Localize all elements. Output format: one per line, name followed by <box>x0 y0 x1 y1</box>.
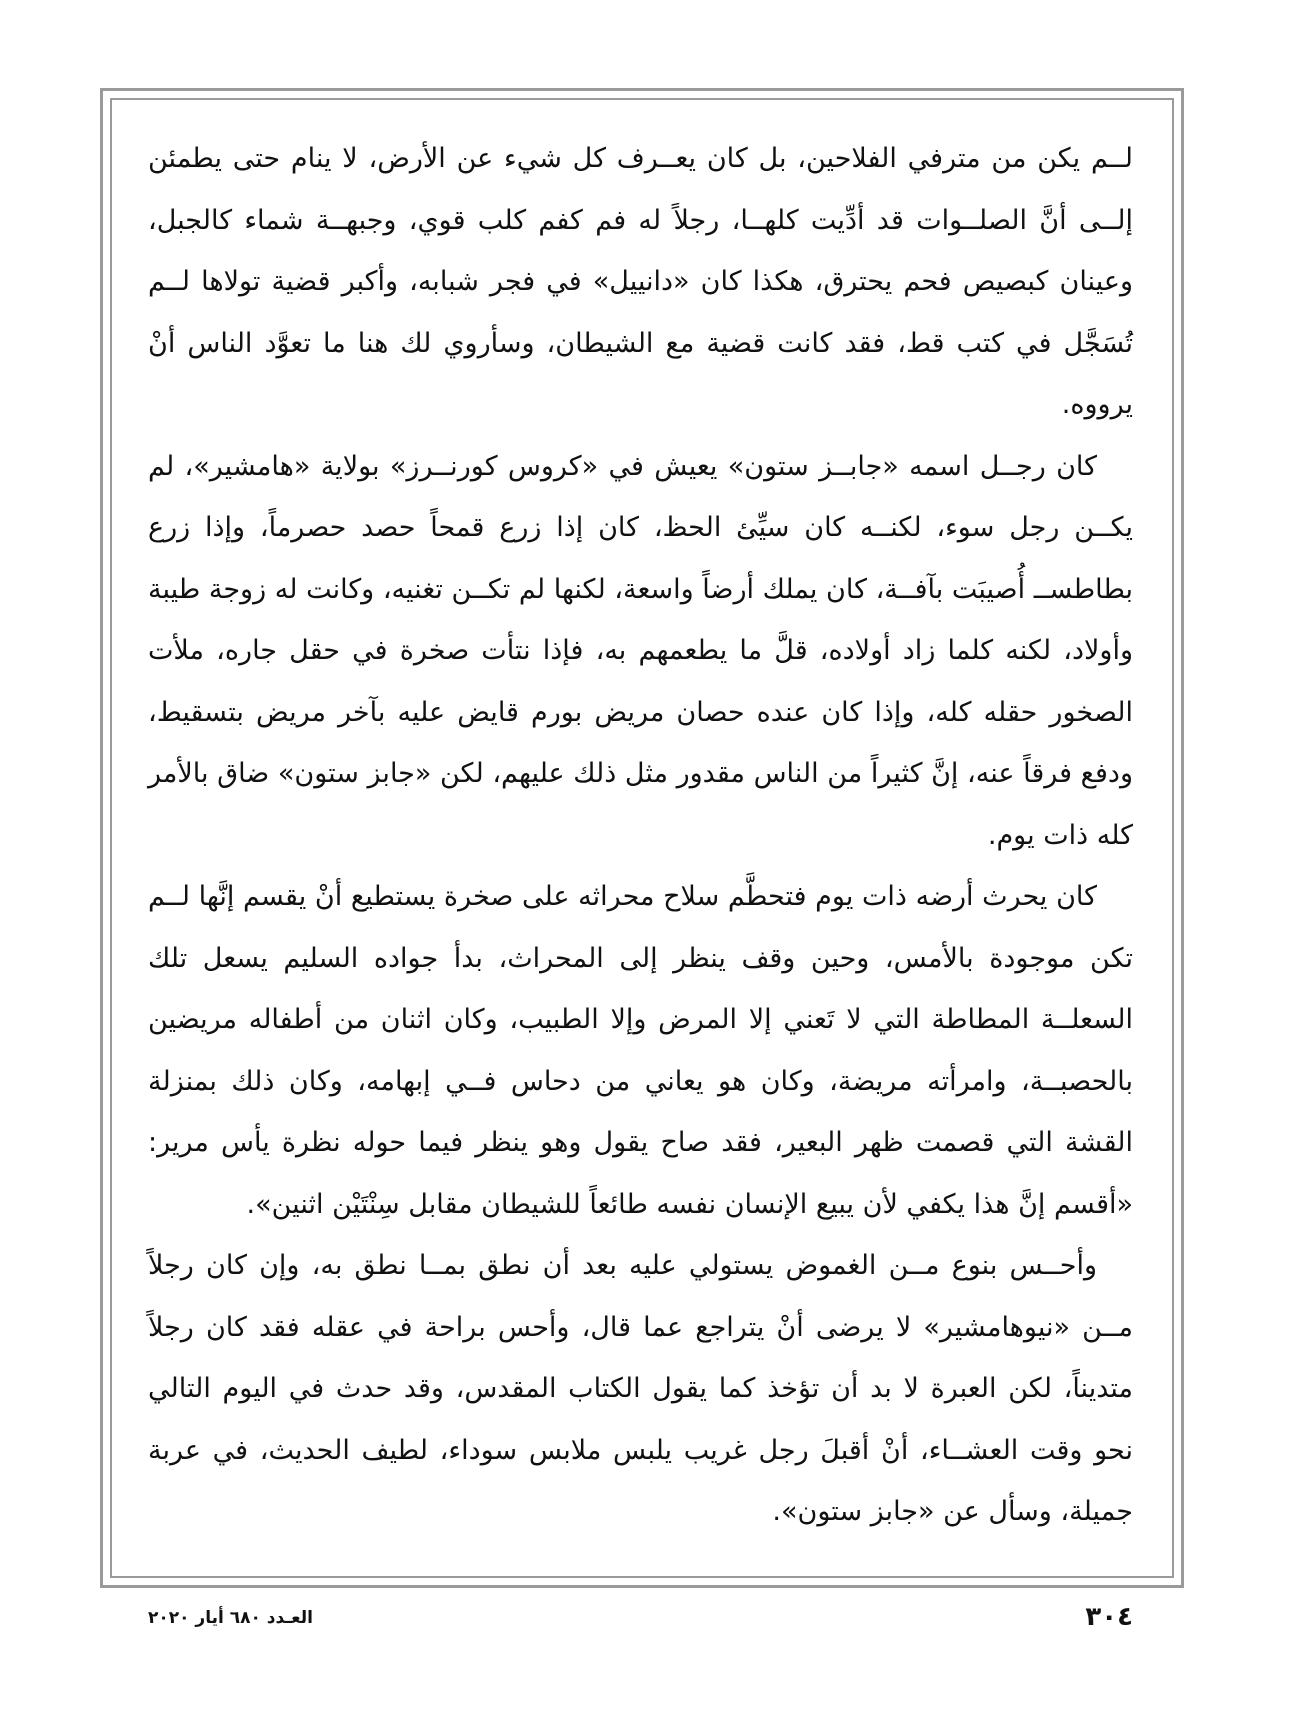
paragraph-4: وأحــس بنوع مــن الغموض يستولي عليه بعد أن نطق بمــا نطق به، وإن كان رجلاً مــن «نيوهامشير» لا يرضى أنْ يتراجع عما قال، وأحس براحة في عقله فقد كان رجلاً متديناً، لكن العبرة لا بد أن تؤخذ كما يقول الكتاب المقدس، وقد حدث في اليوم التالي نحو وقت العشــاء، أنْ أقبلَ رجل غريب يلبس ملابس سوداء، لطيف الحديث، في عربة جميلة، وسأل عن «جابز ستون». <box>148 1250 1133 1527</box>
article-body <box>148 128 1133 1543</box>
paragraph-2: كان رجــل اسمه «جابــز ستون» يعيش في «كروس كورنــرز» بولاية «هامشير»، لم يكــن رجل سوء، لكنــه كان سيِّئ الحظ، كان إذا زرع قمحاً حصد حصرماً، وإذا زرع بطاطســ أُصيبَت بآفــة، كان يملك أرضاً واسعة، لكنها لم تكــن تغنيه، وكانت له زوجة طيبة وأولاد، لكنه كلما زاد أولاده، قلَّ ما يطعمهم به، فإذا نتأت صخرة في حقل جاره، ملأت الصخور حقله كله، وإذا كان عنده حصان مريض بورم قايض عليه بآخر مريض بتسقيط، ودفع فرقاً عنه، إنَّ كثيراً من الناس مقدور مثل ذلك عليهم، لكن «جابز ستون» ضاق بالأمر كله ذات يوم. <box>148 450 1133 851</box>
paragraph-3: كان يحرث أرضه ذات يوم فتحطَّم سلاح محراثه على صخرة يستطيع أنْ يقسم إنَّها لــم تكن موجودة بالأمس، وحين وقف ينظر إلى المحراث، بدأ جواده السليم يسعل تلك السعلــة المطاطة التي لا تَعني إلا المرض وإلا الطبيب، وكان اثنان من أطفاله مريضين بالحصبــة، وامرأته مريضة، وكان هو يعاني من دحاس فــي إبهامه، وكان ذلك بمنزلة القشة التي قصمت ظهر البعير، فقد صاح يقول وهو ينظر فيما حوله نظرة يأس مرير: «أقسم إنَّ هذا يكفي لأن يبيع الإنسان نفسه طائعاً للشيطان مقابل سِنْتَيْن اثنين». <box>148 881 1133 1220</box>
page-footer <box>148 1602 1133 1632</box>
page-number: ٣٠٤ <box>1085 1602 1133 1632</box>
paragraph-1: لــم يكن من مترفي الفلاحين، بل كان يعــرف كل شيء عن الأرض، لا ينام حتى يطمئن إلــى أنَّ الصلــوات قد أدِّيت كلهــا، رجلاً له فم كفم كلب قوي، وجبهــة شماء كالجبل، وعينان كبصيص فحم يحترق، هكذا كان «دانييل» في فجر شبابه، وأكبر قضية تولاها لــم تُسَجَّل في كتب قط، فقد كانت قضية مع الشيطان، وسأروي لك هنا ما تعوَّد الناس أنْ يرووه. <box>148 143 1133 420</box>
issue-info: العـدد ٦٨٠ أيار ٢٠٢٠ <box>148 1608 313 1628</box>
